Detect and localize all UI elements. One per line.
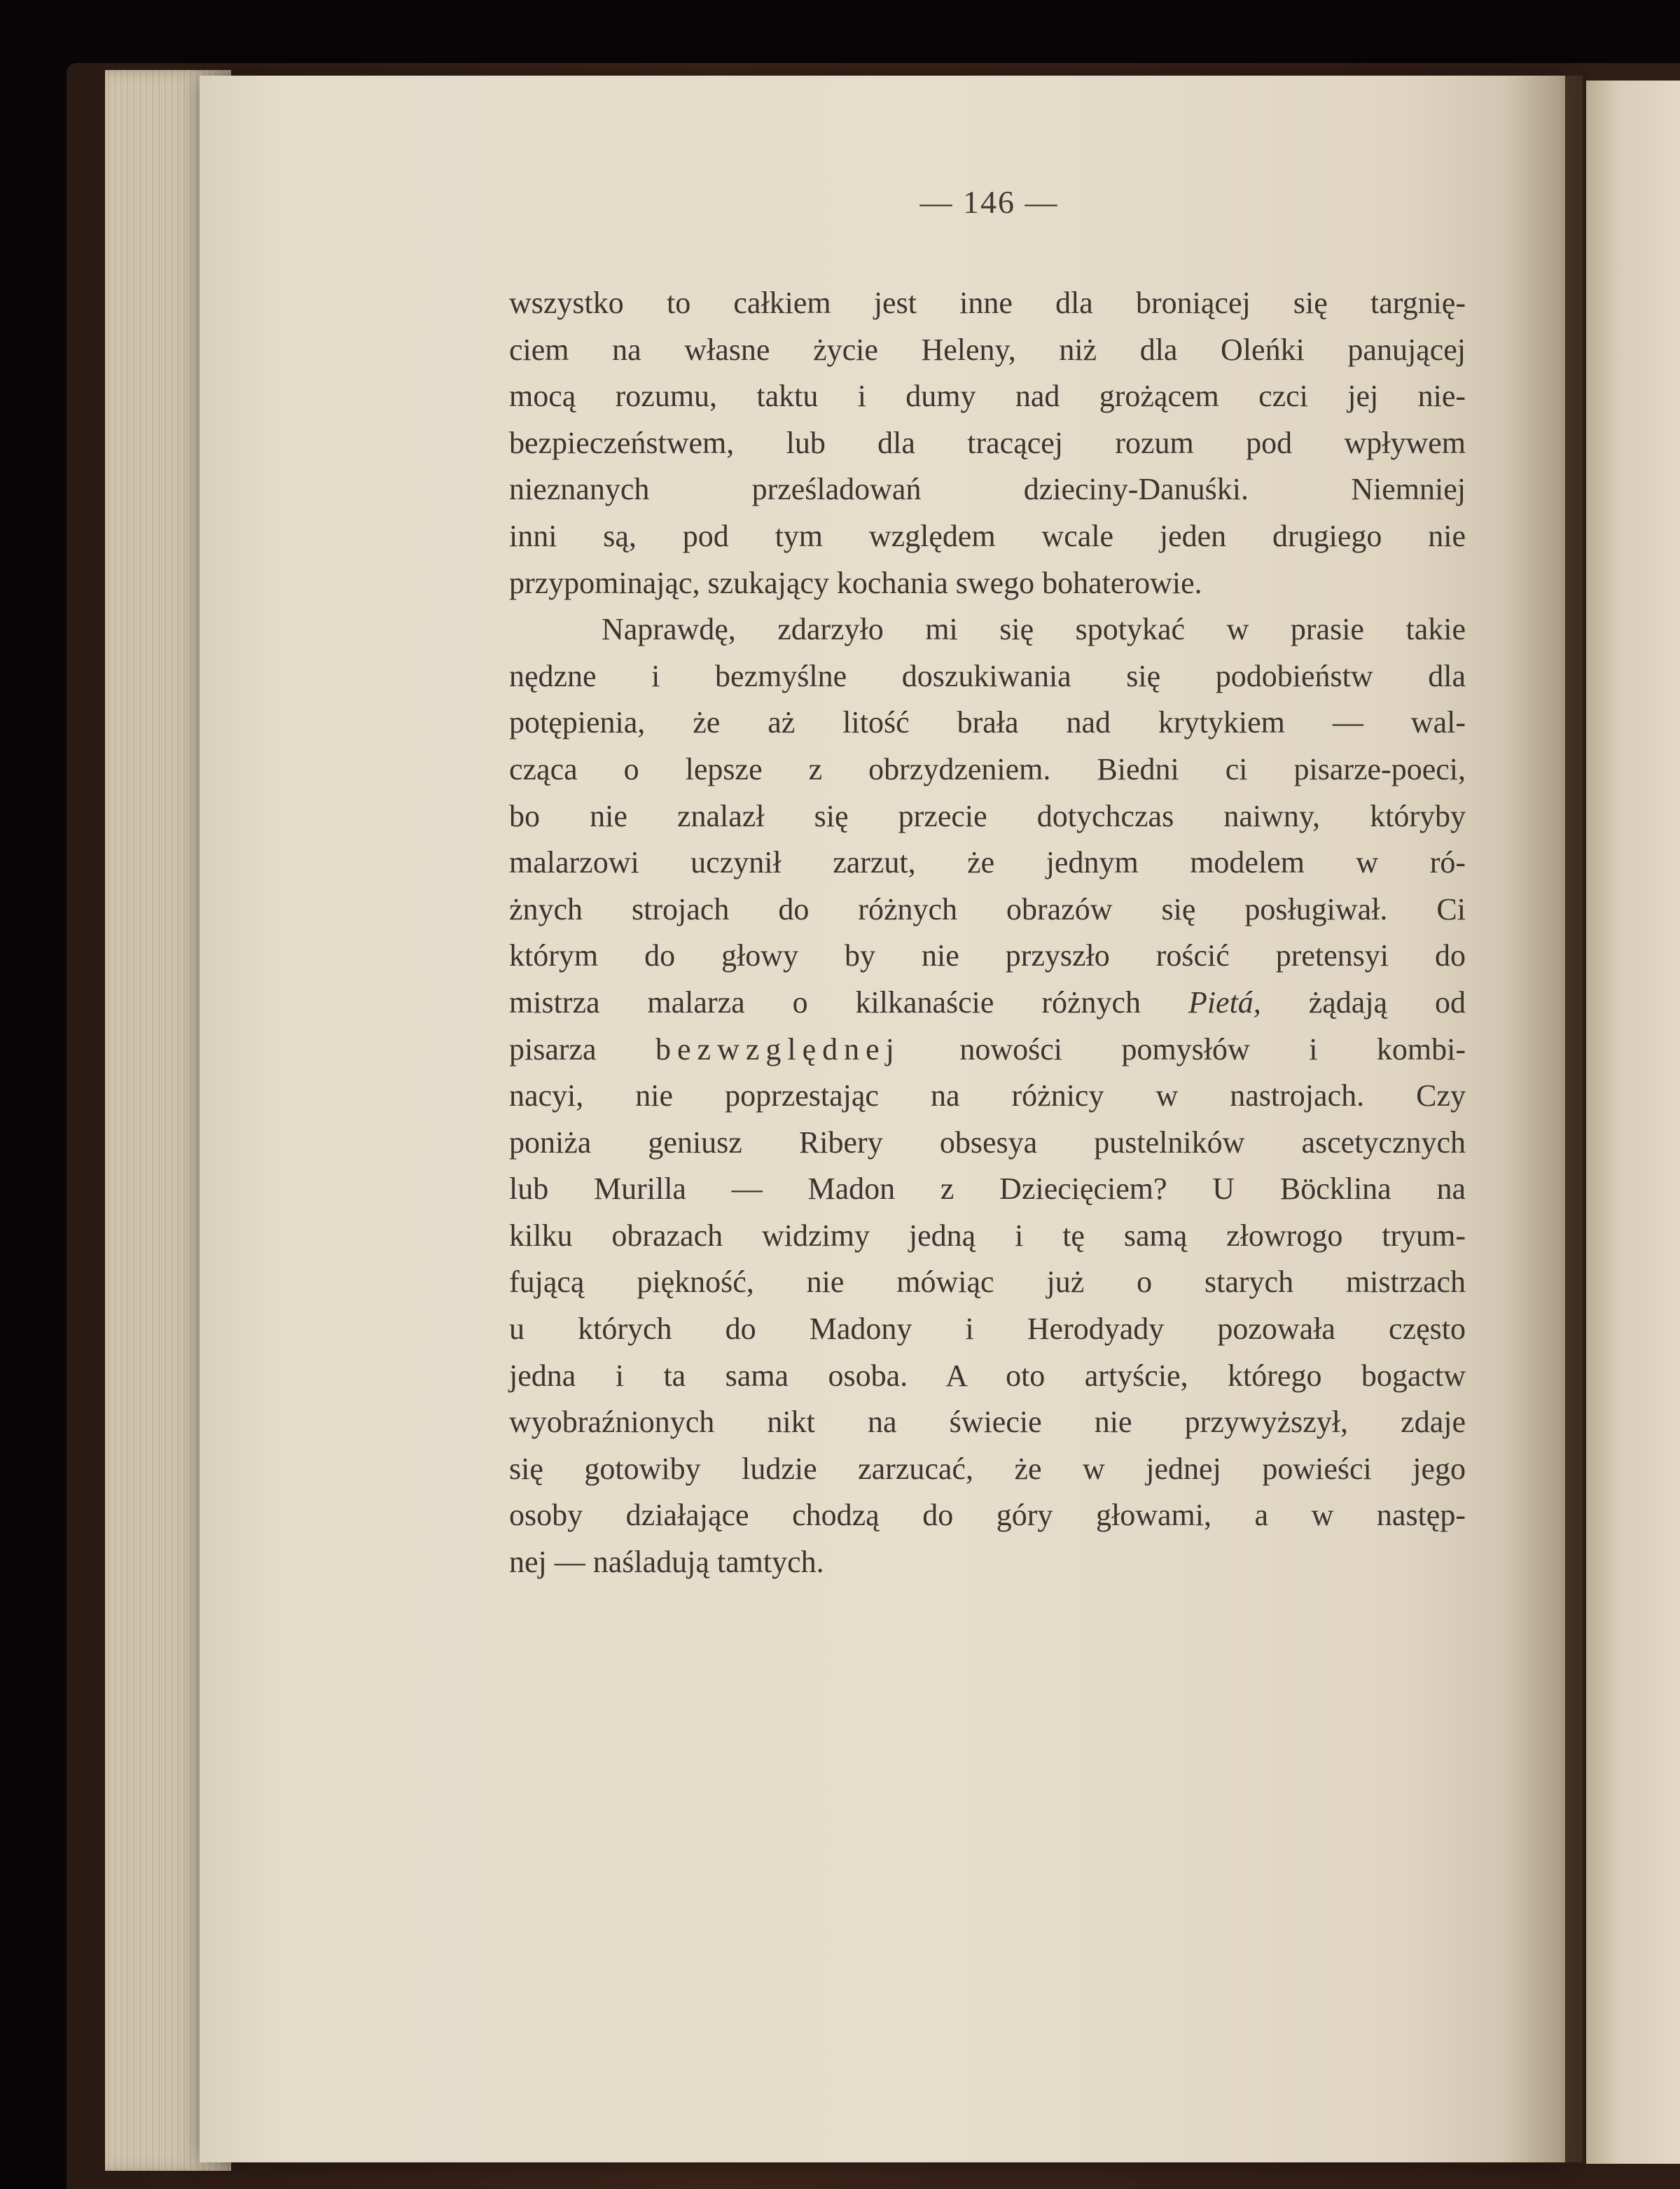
text-segment: u których do Madony i Herodyady pozowała często xyxy=(509,1312,1466,1347)
text-line xyxy=(509,653,1466,700)
text-segment: potępienia, że aż litość brała nad krytykiem — wal- xyxy=(509,705,1466,740)
text-segment: fującą piękność, nie mówiąc już o starych mistrzach xyxy=(509,1265,1466,1300)
text-line xyxy=(509,327,1466,374)
text-line xyxy=(509,1399,1466,1446)
text-segment: lub Murilla — Madon z Dziecięciem? U Böcklina na xyxy=(509,1172,1466,1207)
text-segment: przypominając, szukający kochania swego bohaterowie. xyxy=(509,565,1202,600)
text-segment: nej — naśladują tamtych. xyxy=(509,1545,824,1580)
text-segment: mocą rozumu, taktu i dumy nad grożącem czci jej nie- xyxy=(509,379,1466,414)
text-segment: ciem na własne życie Heleny, niż dla Oleńki panującej xyxy=(509,332,1466,367)
text-segment: Naprawdę, zdarzyło mi się spotykać w prasie takie xyxy=(602,612,1466,647)
text-segment: bo nie znalazł się przecie dotychczas naiwny, któryby xyxy=(509,798,1466,833)
text-line xyxy=(509,420,1466,467)
text-line xyxy=(509,1213,1466,1260)
text-segment: którym do głowy by nie przyszło rościć pretensyi do xyxy=(509,938,1466,973)
text-line xyxy=(509,1306,1466,1353)
text-line xyxy=(509,1446,1466,1493)
text-line xyxy=(509,1259,1466,1306)
text-segment: nieznanych prześladowań dzieciny-Danuśki. Niemniej xyxy=(509,472,1466,507)
text-line xyxy=(509,1353,1466,1400)
text-segment: osoby działające chodzą do góry głowami, a w następ- xyxy=(509,1498,1466,1533)
spaced-text-segment: bezwzględnej xyxy=(655,1031,901,1066)
text-line xyxy=(509,1166,1466,1213)
text-segment: się gotowiby ludzie zarzucać, że w jednej powieści jego xyxy=(509,1451,1466,1486)
text-segment: cząca o lepsze z obrzydzeniem. Biedni ci pisarze-poeci, xyxy=(509,751,1466,786)
page-gutter-shadow xyxy=(1506,76,1583,2162)
page-number: — 146 — xyxy=(919,184,1059,220)
text-segment: kilku obrazach widzimy jedną i tę samą złowrogo tryum- xyxy=(509,1218,1466,1253)
text-line xyxy=(509,1539,1466,1586)
text-line xyxy=(509,466,1466,513)
text-line xyxy=(509,513,1466,560)
text-line xyxy=(509,793,1466,840)
text-line xyxy=(509,933,1466,980)
text-line xyxy=(509,280,1466,327)
text-segment: wszystko to całkiem jest inne dla broniącej się targnię- xyxy=(509,286,1466,320)
italic-text-segment: Pietá, xyxy=(1188,985,1261,1020)
text-line xyxy=(509,373,1466,420)
text-segment: jedna i ta sama osoba. A oto artyście, którego bogactw xyxy=(509,1358,1466,1393)
text-line xyxy=(509,700,1466,746)
text-segment: nędzne i bezmyślne doszukiwania się podobieństw dla xyxy=(509,658,1466,693)
text-line xyxy=(509,980,1466,1027)
text-segment: wyobraźnionych nikt na świecie nie przywyższył, zdaje xyxy=(509,1405,1466,1440)
text-line xyxy=(509,1027,1466,1073)
text-segment: żnych strojach do różnych obrazów się posługiwał. Ci xyxy=(509,891,1466,926)
text-segment: żądają od xyxy=(1261,985,1466,1020)
text-line xyxy=(509,1120,1466,1167)
facing-page-edge xyxy=(1586,81,1680,2164)
text-line xyxy=(509,560,1466,607)
text-line xyxy=(509,606,1466,653)
text-line xyxy=(509,840,1466,887)
body-text xyxy=(509,280,1466,1586)
text-line xyxy=(509,1073,1466,1120)
text-segment: bezpieczeństwem, lub dla tracącej rozum pod wpływem xyxy=(509,425,1466,460)
text-segment: mistrza malarza o kilkanaście różnych xyxy=(509,985,1188,1020)
text-line xyxy=(509,746,1466,793)
text-segment: inni są, pod tym względem wcale jeden drugiego nie xyxy=(509,518,1466,553)
text-segment: poniża geniusz Ribery obsesya pustelników ascetycznych xyxy=(509,1125,1466,1160)
text-line xyxy=(509,1492,1466,1539)
text-line xyxy=(509,887,1466,933)
text-segment: nowości pomysłów i kombi- xyxy=(900,1031,1466,1066)
text-segment: malarzowi uczynił zarzut, że jednym modelem w ró- xyxy=(509,845,1466,880)
text-segment: nacyi, nie poprzestając na różnicy w nastrojach. Czy xyxy=(509,1078,1466,1113)
text-segment: pisarza xyxy=(509,1031,656,1066)
